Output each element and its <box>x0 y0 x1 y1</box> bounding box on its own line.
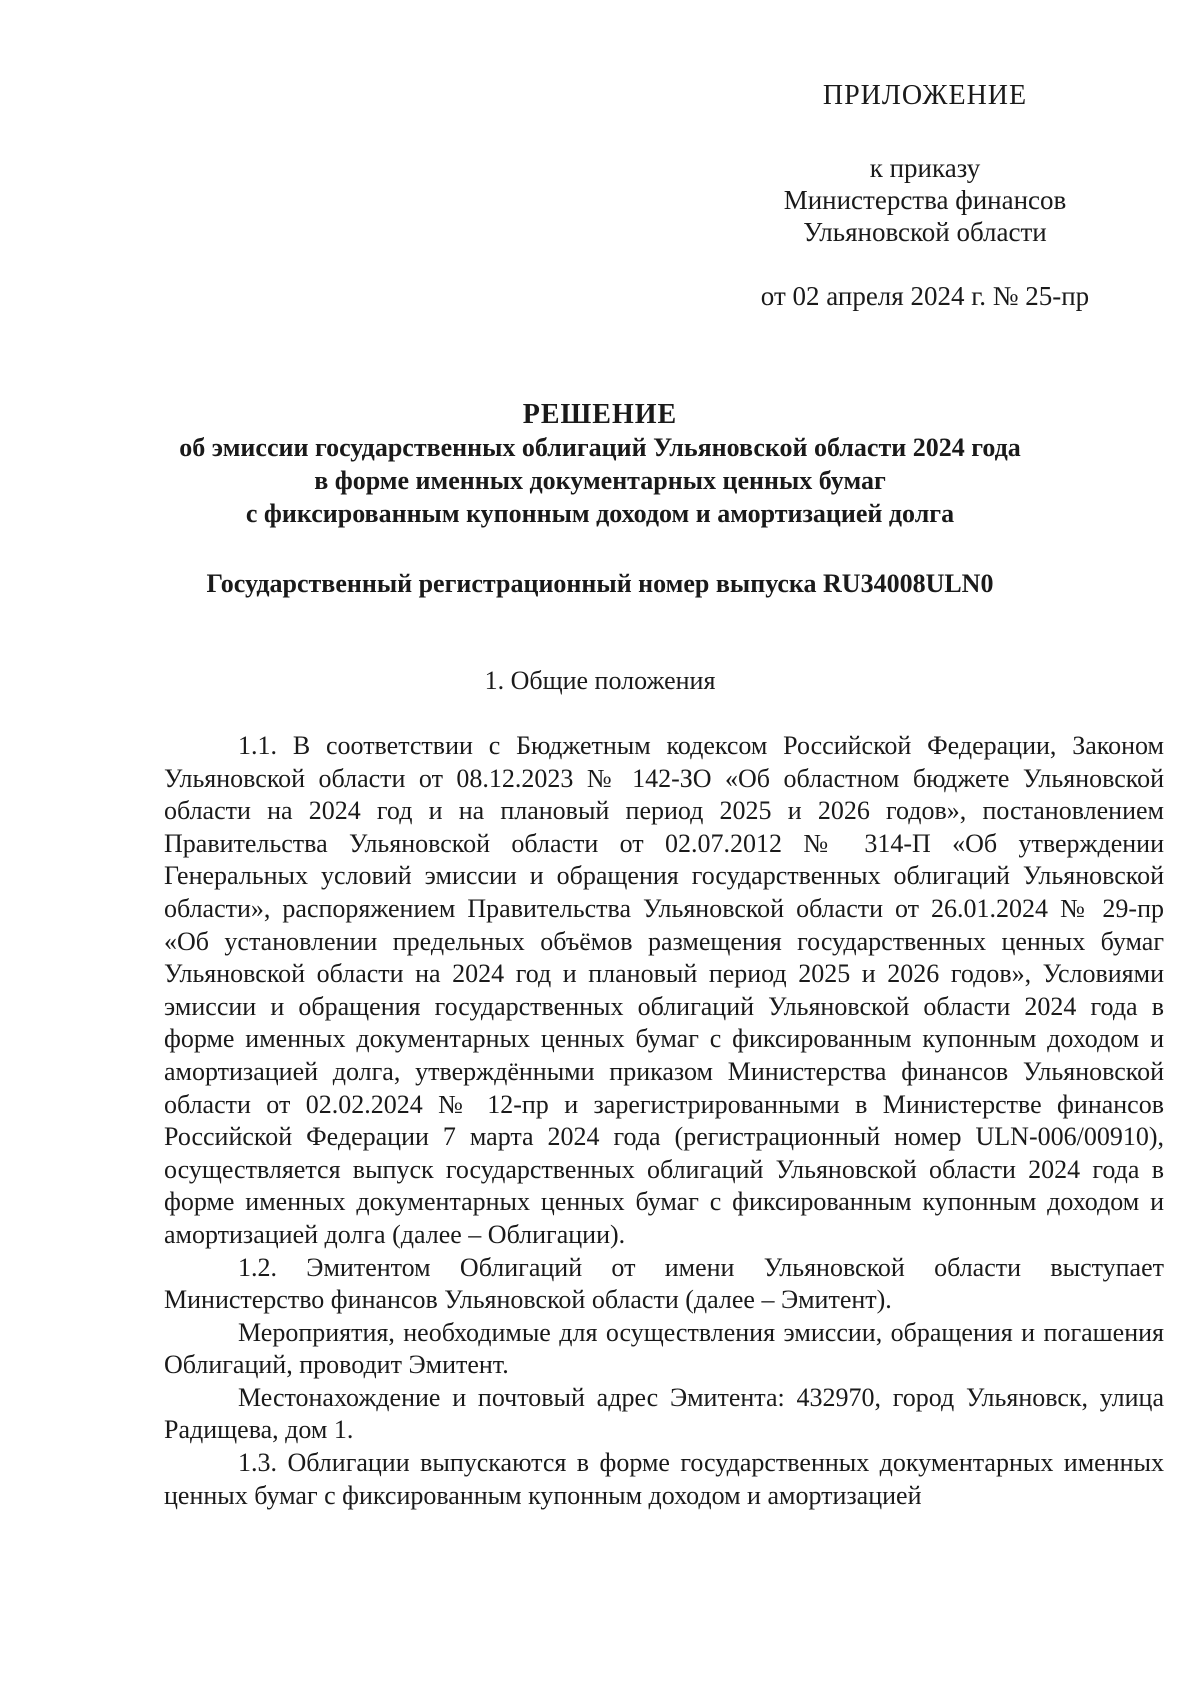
body-text <box>164 730 1164 1512</box>
appendix-ref-line: Ульяновской области <box>803 217 1047 247</box>
paragraph-1-3: 1.3. Облигации выпускаются в форме государственных документарных именных ценных бумаг с фиксированным купонным доходом и амортизацией <box>164 1448 1164 1510</box>
appendix-title: ПРИЛОЖЕНИЕ <box>822 80 1028 111</box>
appendix-ref-line: Министерства финансов <box>783 185 1067 215</box>
subtitle-line: в форме именных документарных ценных бумаг <box>314 466 886 495</box>
section-heading: 1. Общие положения <box>484 666 716 695</box>
appendix-reference <box>690 152 1160 248</box>
registration-number: Государственный регистрационный номер выпуска RU34008ULN0 <box>206 569 994 598</box>
paragraph-address: Местонахождение и почтовый адрес Эмитента: 432970, город Ульяновск, улица Радищева, дом 1. <box>164 1382 1164 1445</box>
appendix-ref-line: к приказу <box>869 153 981 183</box>
order-date: от 02 апреля 2024 г. № 25-пр <box>760 281 1090 311</box>
paragraph-1-1: 1.1. В соответствии с Бюджетным кодексом Российской Федерации, Законом Ульяновской области от 08.12.2023 № 142-ЗО «Об областном бюджете Ульяновской области на 2024 год и на плановый период 2025 и 2026 годов», постановлением Правительства Ульяновской области от 02.07.2012 № 314-П «Об утверждении Генеральных условий эмиссии и обращения государственных облигаций Ульяновской области», распоряжением Правительства Ульяновской области от 26.01.2024 № 29-пр «Об установлении предельных объёмов размещения государственных ценных бумаг Ульяновской области на 2024 год и плановый период 2025 и 2026 годов», Условиями эмиссии и обращения государственных облигаций Ульяновской области 2024 года в форме именных документарных ценных бумаг с фиксированным купонным доходом и амортизацией долга, утверждёнными приказом Министерства финансов Ульяновской области от 02.02.2024 № 12-пр и зарегистрированными в Министерстве финансов Российской Федерации 7 марта 2024 года (регистрационный номер ULN-006/00910), осуществляется выпуск государственных облигаций Ульяновской области 2024 года в форме именных документарных ценных бумаг с фиксированным купонным доходом и амортизацией долга (далее – Облигации). <box>164 731 1164 1249</box>
main-title: РЕШЕНИЕ <box>522 399 678 430</box>
subtitle-line: с фиксированным купонным доходом и амортизацией долга <box>245 499 955 528</box>
document-title <box>140 398 1060 530</box>
paragraph-1-2: 1.2. Эмитентом Облигаций от имени Ульяновской области выступает Министерство финансов Ульяновской области (далее – Эмитент). <box>164 1252 1164 1315</box>
subtitle-line: об эмиссии государственных облигаций Ульяновской области 2024 года <box>179 433 1021 462</box>
paragraph-activities: Мероприятия, необходимые для осуществления эмиссии, обращения и погашения Облигаций, проводит Эмитент. <box>164 1317 1164 1380</box>
